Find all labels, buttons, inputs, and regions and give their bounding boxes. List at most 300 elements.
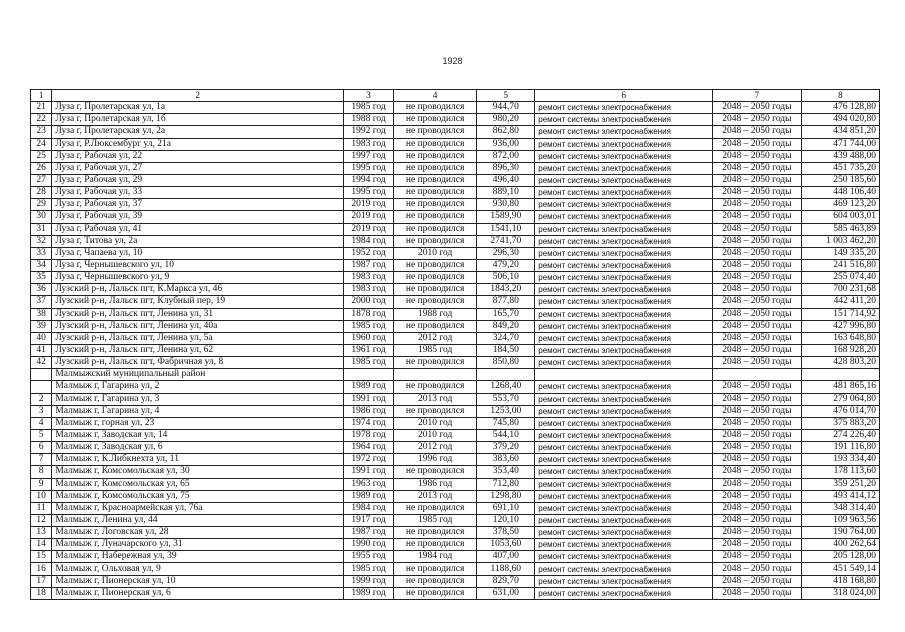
last-repair-year-cell: не проводился [393, 187, 476, 199]
address-cell: Лузский р-н, Лальск пгт, Ленина ул, 40а [52, 320, 344, 332]
table-row [31, 259, 880, 271]
area-cell: 296,30 [477, 247, 535, 259]
row-number-cell: 38 [31, 308, 52, 320]
cost-cell: 151 714,92 [801, 308, 879, 320]
build-year-cell: 1917 год [344, 514, 394, 526]
repair-period-cell: 2048 – 2050 годы [713, 114, 801, 126]
address-cell: Луза г, Рабочая ул, 39 [52, 211, 344, 223]
row-number-cell: 10 [31, 490, 52, 502]
work-type-cell: ремонт системы электроснабжения [535, 223, 713, 235]
cost-cell: 250 185,60 [801, 174, 879, 186]
area-cell: 324,70 [477, 332, 535, 344]
area-cell: 553,70 [477, 393, 535, 405]
work-type-cell: ремонт системы электроснабжения [535, 272, 713, 284]
row-number-cell: 32 [31, 235, 52, 247]
area-cell: 829,70 [477, 575, 535, 587]
address-cell: Лузский р-н, Лальск пгт, Фабричная ул, 8 [52, 357, 344, 369]
row-number-cell: 8 [31, 466, 52, 478]
build-year-cell: 1984 год [344, 235, 394, 247]
address-cell: Малмыж г, горная ул, 23 [52, 417, 344, 429]
work-type-cell: ремонт системы электроснабжения [535, 563, 713, 575]
cost-cell: 279 064,80 [801, 393, 879, 405]
column-number-row [31, 90, 880, 102]
area-cell: 877,80 [477, 296, 535, 308]
build-year-cell: 1985 год [344, 357, 394, 369]
table-row [31, 162, 880, 174]
last-repair-year-cell: не проводился [393, 259, 476, 271]
last-repair-year-cell: 1984 год [393, 551, 476, 563]
row-number-cell: 9 [31, 478, 52, 490]
last-repair-year-cell: не проводился [393, 211, 476, 223]
table-row [31, 187, 880, 199]
row-number-cell: 17 [31, 575, 52, 587]
work-type-cell: ремонт системы электроснабжения [535, 332, 713, 344]
address-cell: Малмыж г, Комсомольская ул, 30 [52, 466, 344, 478]
repair-period-cell: 2048 – 2050 годы [713, 429, 801, 441]
row-number-cell: 40 [31, 332, 52, 344]
last-repair-year-cell: не проводился [393, 223, 476, 235]
cost-cell: 434 851,20 [801, 126, 879, 138]
area-cell: 889,10 [477, 187, 535, 199]
address-cell: Малмыж г, Ленина ул, 44 [52, 514, 344, 526]
last-repair-year-cell: не проводился [393, 174, 476, 186]
table-row [31, 223, 880, 235]
cost-cell: 375 883,20 [801, 417, 879, 429]
repair-period-cell: 2048 – 2050 годы [713, 174, 801, 186]
area-cell: 1053,60 [477, 539, 535, 551]
cost-cell: 451 735,20 [801, 162, 879, 174]
row-number-cell: 12 [31, 514, 52, 526]
row-number-cell: 35 [31, 272, 52, 284]
row-number-cell: 15 [31, 551, 52, 563]
repair-period-cell: 2048 – 2050 годы [713, 539, 801, 551]
table-row [31, 514, 880, 526]
repair-period-cell: 2048 – 2050 годы [713, 454, 801, 466]
work-type-cell: ремонт системы электроснабжения [535, 114, 713, 126]
work-type-cell: ремонт системы электроснабжения [535, 308, 713, 320]
cost-cell: 439 488,00 [801, 150, 879, 162]
last-repair-year-cell: 2010 год [393, 429, 476, 441]
work-type-cell: ремонт системы электроснабжения [535, 551, 713, 563]
address-cell: Луза г, Рабочая ул, 27 [52, 162, 344, 174]
address-cell: Малмыж г, Пионерская ул, 10 [52, 575, 344, 587]
last-repair-year-cell: не проводился [393, 284, 476, 296]
last-repair-year-cell: 2010 год [393, 247, 476, 259]
address-cell: Луза г, Чернышевского ул, 9 [52, 272, 344, 284]
cost-cell: 359 251,20 [801, 478, 879, 490]
area-cell: 862,80 [477, 126, 535, 138]
repair-period-cell: 2048 – 2050 годы [713, 442, 801, 454]
cost-cell: 318 024,00 [801, 587, 879, 599]
build-year-cell: 1961 год [344, 344, 394, 356]
area-cell: 691,10 [477, 502, 535, 514]
area-cell: 353,40 [477, 466, 535, 478]
work-type-cell: ремонт системы электроснабжения [535, 102, 713, 114]
column-header: 8 [801, 90, 879, 102]
build-year-cell: 1995 год [344, 187, 394, 199]
last-repair-year-cell: не проводился [393, 272, 476, 284]
last-repair-year-cell: не проводился [393, 575, 476, 587]
cost-cell: 178 113,60 [801, 466, 879, 478]
table-row [31, 442, 880, 454]
repair-period-cell: 2048 – 2050 годы [713, 417, 801, 429]
work-type-cell: ремонт системы электроснабжения [535, 381, 713, 393]
build-year-cell: 1986 год [344, 405, 394, 417]
table-row [31, 296, 880, 308]
column-header: 4 [393, 90, 476, 102]
work-type-cell: ремонт системы электроснабжения [535, 442, 713, 454]
table-row [31, 502, 880, 514]
work-type-cell: ремонт системы электроснабжения [535, 478, 713, 490]
row-number-cell: 42 [31, 357, 52, 369]
cost-cell: 451 549,14 [801, 563, 879, 575]
build-year-cell: 1984 год [344, 502, 394, 514]
cost-cell: 274 226,40 [801, 429, 879, 441]
table-row [31, 551, 880, 563]
build-year-cell: 1978 год [344, 429, 394, 441]
build-year-cell: 1989 год [344, 587, 394, 599]
work-type-cell: ремонт системы электроснабжения [535, 466, 713, 478]
row-number-cell: 16 [31, 563, 52, 575]
area-cell: 120,10 [477, 514, 535, 526]
address-cell: Луза г, Пролетарская ул, 2а [52, 126, 344, 138]
table-row [31, 393, 880, 405]
repair-period-cell: 2048 – 2050 годы [713, 150, 801, 162]
address-cell: Лузский р-н, Лальск пгт, К.Маркса ул, 46 [52, 284, 344, 296]
build-year-cell: 1992 год [344, 126, 394, 138]
table-row [31, 150, 880, 162]
row-number-cell: 6 [31, 442, 52, 454]
row-number-cell: 24 [31, 138, 52, 150]
work-type-cell: ремонт системы электроснабжения [535, 284, 713, 296]
build-year-cell: 1983 год [344, 138, 394, 150]
area-cell: 379,20 [477, 442, 535, 454]
repair-period-cell: 2048 – 2050 годы [713, 235, 801, 247]
cost-cell: 476 128,80 [801, 102, 879, 114]
row-number-cell [31, 381, 52, 393]
row-number-cell: 37 [31, 296, 52, 308]
repair-period-cell: 2048 – 2050 годы [713, 466, 801, 478]
address-cell: Малмыж г, Пионерская ул, 6 [52, 587, 344, 599]
table-row [31, 272, 880, 284]
build-year-cell: 1878 год [344, 308, 394, 320]
work-type-cell: ремонт системы электроснабжения [535, 539, 713, 551]
build-year-cell: 1974 год [344, 417, 394, 429]
cost-cell: 418 168,80 [801, 575, 879, 587]
last-repair-year-cell: не проводился [393, 199, 476, 211]
cost-cell: 476 014,70 [801, 405, 879, 417]
repair-period-cell: 2048 – 2050 годы [713, 308, 801, 320]
repair-period-cell: 2048 – 2050 годы [713, 223, 801, 235]
last-repair-year-cell: не проводился [393, 138, 476, 150]
area-cell: 2741,70 [477, 235, 535, 247]
repair-period-cell: 2048 – 2050 годы [713, 332, 801, 344]
area-cell: 1268,40 [477, 381, 535, 393]
work-type-cell: ремонт системы электроснабжения [535, 259, 713, 271]
work-type-cell: ремонт системы электроснабжения [535, 247, 713, 259]
work-type-cell: ремонт системы электроснабжения [535, 162, 713, 174]
address-cell: Луза г, Титова ул, 2а [52, 235, 344, 247]
address-cell: Малмыж г, Луначарского ул, 31 [52, 539, 344, 551]
address-cell: Малмыж г, Гагарина ул, 4 [52, 405, 344, 417]
repair-period-cell: 2048 – 2050 годы [713, 514, 801, 526]
repair-period-cell: 2048 – 2050 годы [713, 563, 801, 575]
column-header: 5 [477, 90, 535, 102]
repair-period-cell: 2048 – 2050 годы [713, 344, 801, 356]
area-cell: 407,00 [477, 551, 535, 563]
build-year-cell: 2019 год [344, 199, 394, 211]
row-number-cell: 29 [31, 199, 52, 211]
last-repair-year-cell: не проводился [393, 357, 476, 369]
area-cell: 1541,10 [477, 223, 535, 235]
work-type-cell: ремонт системы электроснабжения [535, 187, 713, 199]
table-row [31, 174, 880, 186]
area-cell: 506,10 [477, 272, 535, 284]
work-type-cell: ремонт системы электроснабжения [535, 587, 713, 599]
area-cell: 184,50 [477, 344, 535, 356]
area-cell: 745,80 [477, 417, 535, 429]
table-row [31, 126, 880, 138]
repair-period-cell: 2048 – 2050 годы [713, 126, 801, 138]
table-row [31, 138, 880, 150]
cost-cell: 241 516,80 [801, 259, 879, 271]
last-repair-year-cell: 1988 год [393, 308, 476, 320]
area-cell: 872,00 [477, 150, 535, 162]
work-type-cell: ремонт системы электроснабжения [535, 527, 713, 539]
repair-period-cell: 2048 – 2050 годы [713, 490, 801, 502]
table-row [31, 199, 880, 211]
build-year-cell: 1983 год [344, 272, 394, 284]
repair-period-cell: 2048 – 2050 годы [713, 527, 801, 539]
table-row [31, 381, 880, 393]
address-cell: Луза г, Чапаева ул, 10 [52, 247, 344, 259]
table-row [31, 114, 880, 126]
address-cell: Малмыж г, Гагарина ул, 2 [52, 381, 344, 393]
area-cell: 944,70 [477, 102, 535, 114]
row-number-cell: 2 [31, 393, 52, 405]
table-row [31, 539, 880, 551]
section-malmyzh [31, 369, 880, 381]
last-repair-year-cell: не проводился [393, 587, 476, 599]
row-number-cell: 21 [31, 102, 52, 114]
last-repair-year-cell: не проводился [393, 405, 476, 417]
address-cell: Малмыж г, К.Либкнехта ул, 11 [52, 454, 344, 466]
repair-period-cell: 2048 – 2050 годы [713, 575, 801, 587]
work-type-cell: ремонт системы электроснабжения [535, 575, 713, 587]
cost-cell: 469 123,20 [801, 199, 879, 211]
address-cell: Лузский р-н, Лальск пгт, Ленина ул, 5а [52, 332, 344, 344]
repair-period-cell: 2048 – 2050 годы [713, 259, 801, 271]
table-row [31, 466, 880, 478]
address-cell: Малмыж г, Заводская ул, 6 [52, 442, 344, 454]
cost-cell: 427 996,80 [801, 320, 879, 332]
row-number-cell: 33 [31, 247, 52, 259]
address-cell: Луза г, Пролетарская ул, 1а [52, 102, 344, 114]
last-repair-year-cell: не проводился [393, 502, 476, 514]
row-number-cell: 27 [31, 174, 52, 186]
build-year-cell: 1955 год [344, 551, 394, 563]
address-cell: Лузский р-н, Лальск пгт, Клубный пер, 19 [52, 296, 344, 308]
cost-cell: 481 865,16 [801, 381, 879, 393]
page-number: 1928 [442, 56, 463, 66]
address-cell: Луза г, Чернышевского ул, 10 [52, 259, 344, 271]
table-row [31, 320, 880, 332]
table-row [31, 247, 880, 259]
area-cell: 850,80 [477, 357, 535, 369]
last-repair-year-cell: 1985 год [393, 514, 476, 526]
address-cell: Луза г, Рабочая ул, 41 [52, 223, 344, 235]
section-title: Малмыжский муниципальный район [52, 369, 344, 381]
area-cell: 930,80 [477, 199, 535, 211]
repair-period-cell: 2048 – 2050 годы [713, 162, 801, 174]
cost-cell: 205 128,00 [801, 551, 879, 563]
address-cell: Малмыж г, Гагарина ул, 3 [52, 393, 344, 405]
cost-cell: 428 803,20 [801, 357, 879, 369]
cost-cell: 585 463,89 [801, 223, 879, 235]
build-year-cell: 1990 год [344, 539, 394, 551]
address-cell: Малмыж г, Логовская ул, 28 [52, 527, 344, 539]
build-year-cell: 1985 год [344, 102, 394, 114]
build-year-cell: 1991 год [344, 393, 394, 405]
table-row [31, 344, 880, 356]
area-cell: 1253,00 [477, 405, 535, 417]
address-cell: Малмыж г, Комсомольская ул, 65 [52, 478, 344, 490]
cost-cell: 149 335,20 [801, 247, 879, 259]
work-type-cell: ремонт системы электроснабжения [535, 454, 713, 466]
table-row [31, 284, 880, 296]
row-number-cell: 23 [31, 126, 52, 138]
last-repair-year-cell: не проводился [393, 114, 476, 126]
work-type-cell: ремонт системы электроснабжения [535, 429, 713, 441]
build-year-cell: 1960 год [344, 332, 394, 344]
table-row [31, 454, 880, 466]
repair-period-cell: 2048 – 2050 годы [713, 211, 801, 223]
build-year-cell: 1987 год [344, 527, 394, 539]
table-row [31, 417, 880, 429]
last-repair-year-cell: 1996 год [393, 454, 476, 466]
last-repair-year-cell: 2012 год [393, 332, 476, 344]
table-row [31, 102, 880, 114]
column-header: 1 [31, 90, 52, 102]
cost-cell: 348 314,40 [801, 502, 879, 514]
repair-period-cell: 2048 – 2050 годы [713, 247, 801, 259]
row-number-cell: 41 [31, 344, 52, 356]
build-year-cell: 1987 год [344, 259, 394, 271]
work-type-cell: ремонт системы электроснабжения [535, 357, 713, 369]
repair-period-cell: 2048 – 2050 годы [713, 357, 801, 369]
build-year-cell: 1952 год [344, 247, 394, 259]
last-repair-year-cell: не проводился [393, 150, 476, 162]
area-cell: 849,20 [477, 320, 535, 332]
repair-period-cell: 2048 – 2050 годы [713, 393, 801, 405]
area-cell: 980,20 [477, 114, 535, 126]
work-type-cell: ремонт системы электроснабжения [535, 150, 713, 162]
build-year-cell: 1999 год [344, 575, 394, 587]
build-year-cell: 1995 год [344, 162, 394, 174]
table-row [31, 527, 880, 539]
address-cell: Лузский р-н, Лальск пгт, Ленина ул, 31 [52, 308, 344, 320]
table-row [31, 587, 880, 599]
column-header: 7 [713, 90, 801, 102]
section-row [31, 369, 880, 381]
repair-period-cell: 2048 – 2050 годы [713, 320, 801, 332]
table-row [31, 308, 880, 320]
row-number-cell: 34 [31, 259, 52, 271]
last-repair-year-cell: не проводился [393, 563, 476, 575]
address-cell: Малмыж г, Ольховая ул, 9 [52, 563, 344, 575]
cost-cell: 191 116,80 [801, 442, 879, 454]
row-number-cell: 26 [31, 162, 52, 174]
cost-cell: 168 928,20 [801, 344, 879, 356]
table-row [31, 478, 880, 490]
area-cell: 1589,90 [477, 211, 535, 223]
work-type-cell: ремонт системы электроснабжения [535, 417, 713, 429]
row-number-cell: 31 [31, 223, 52, 235]
table-row [31, 490, 880, 502]
repair-period-cell: 2048 – 2050 годы [713, 102, 801, 114]
row-number-cell: 22 [31, 114, 52, 126]
row-number-cell: 14 [31, 539, 52, 551]
row-number-cell: 11 [31, 502, 52, 514]
cost-cell: 700 231,68 [801, 284, 879, 296]
cost-cell: 442 411,20 [801, 296, 879, 308]
row-number-cell: 13 [31, 527, 52, 539]
repair-period-cell: 2048 – 2050 годы [713, 381, 801, 393]
cost-cell: 604 003,01 [801, 211, 879, 223]
build-year-cell: 1988 год [344, 114, 394, 126]
last-repair-year-cell: не проводился [393, 527, 476, 539]
work-type-cell: ремонт системы электроснабжения [535, 393, 713, 405]
last-repair-year-cell: 2010 год [393, 417, 476, 429]
last-repair-year-cell: 2013 год [393, 393, 476, 405]
address-cell: Луза г, Пролетарская ул, 1б [52, 114, 344, 126]
last-repair-year-cell: не проводился [393, 466, 476, 478]
cost-cell: 471 744,00 [801, 138, 879, 150]
area-cell: 712,80 [477, 478, 535, 490]
last-repair-year-cell: 2013 год [393, 490, 476, 502]
cost-cell: 193 334,40 [801, 454, 879, 466]
luza-rows [31, 102, 880, 369]
cost-cell: 109 963,56 [801, 514, 879, 526]
build-year-cell: 1997 год [344, 150, 394, 162]
repair-period-cell: 2048 – 2050 годы [713, 551, 801, 563]
repair-period-cell: 2048 – 2050 годы [713, 405, 801, 417]
cost-cell: 190 764,00 [801, 527, 879, 539]
table-row [31, 563, 880, 575]
area-cell: 544,10 [477, 429, 535, 441]
address-cell: Луза г, Р.Люксембург ул, 21а [52, 138, 344, 150]
repair-period-cell: 2048 – 2050 годы [713, 187, 801, 199]
last-repair-year-cell: 1985 год [393, 344, 476, 356]
last-repair-year-cell: 2012 год [393, 442, 476, 454]
last-repair-year-cell: не проводился [393, 235, 476, 247]
build-year-cell: 1994 год [344, 174, 394, 186]
work-type-cell: ремонт системы электроснабжения [535, 502, 713, 514]
area-cell: 896,30 [477, 162, 535, 174]
cost-cell: 400 262,64 [801, 539, 879, 551]
repair-period-cell: 2048 – 2050 годы [713, 199, 801, 211]
cost-cell: 1 003 462,20 [801, 235, 879, 247]
build-year-cell: 1989 год [344, 381, 394, 393]
cost-cell: 163 648,80 [801, 332, 879, 344]
build-year-cell: 1985 год [344, 563, 394, 575]
last-repair-year-cell: не проводился [393, 539, 476, 551]
table-row [31, 405, 880, 417]
area-cell: 936,00 [477, 138, 535, 150]
repair-period-cell: 2048 – 2050 годы [713, 502, 801, 514]
build-year-cell: 1985 год [344, 320, 394, 332]
area-cell: 1843,20 [477, 284, 535, 296]
